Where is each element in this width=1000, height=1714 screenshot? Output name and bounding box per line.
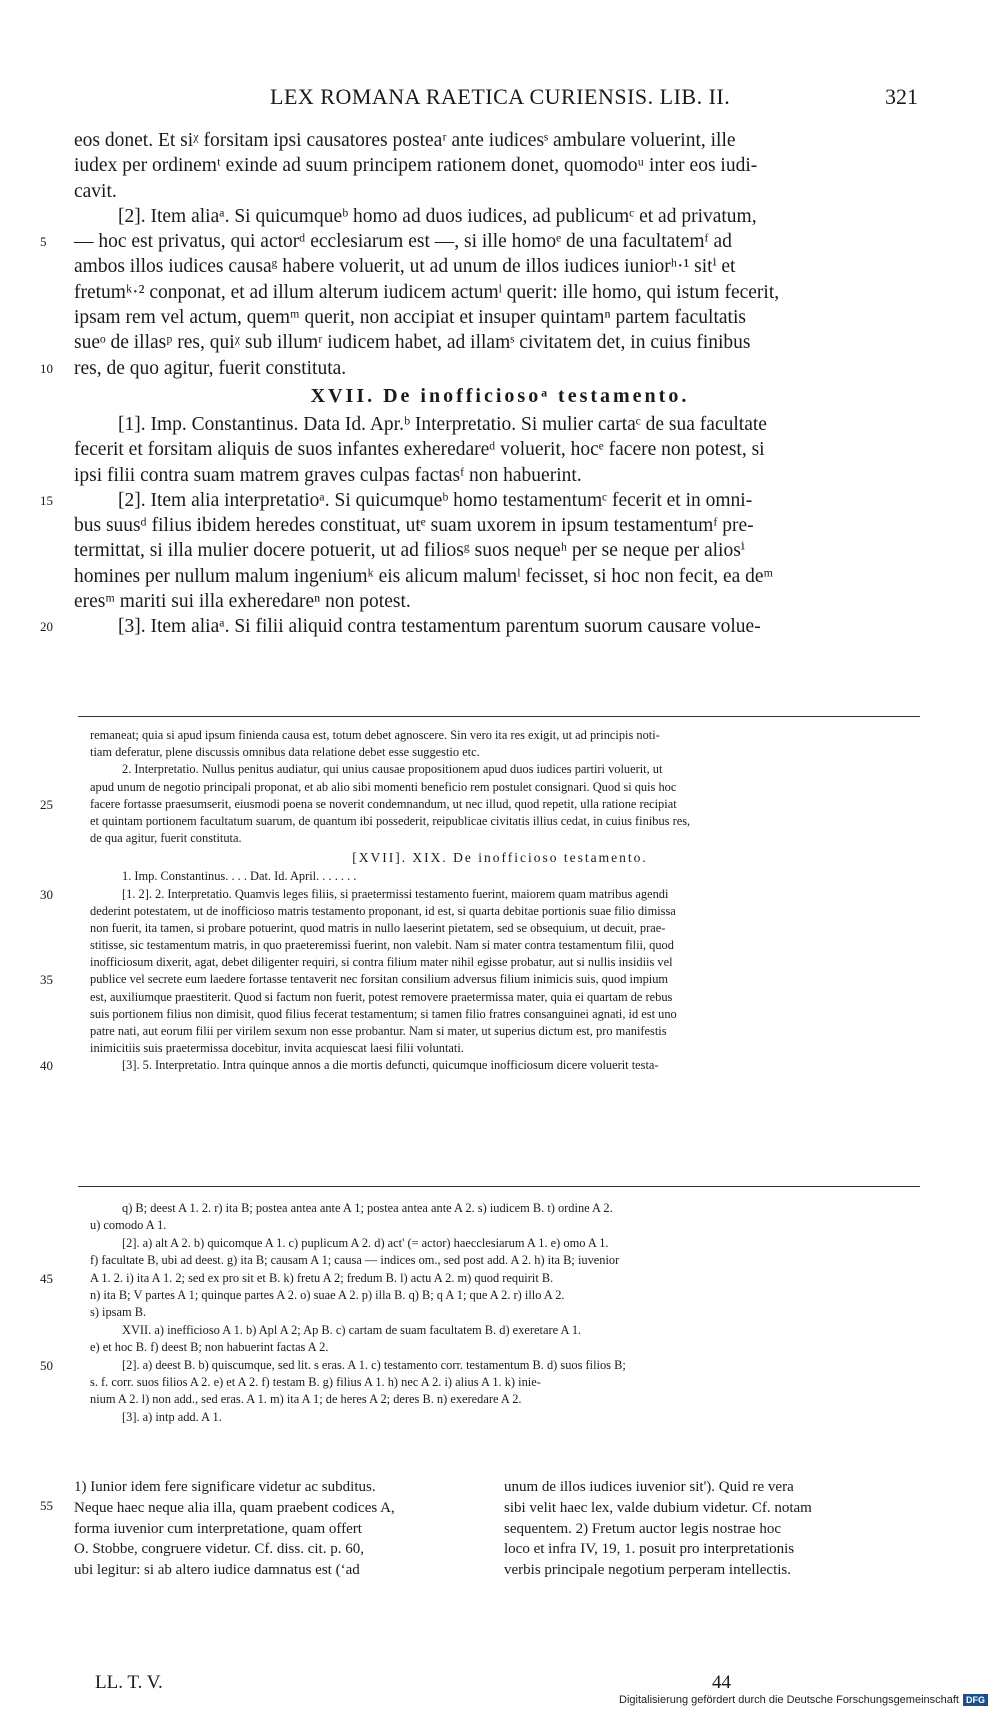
line-text: suis portionem filius non dimisit, quod filius fecerat testamentum; si tamen filio fratres consanguinei agnati, id est uno	[90, 1006, 677, 1021]
apparatus-block	[0, 1200, 1000, 1426]
text-line	[0, 153, 1000, 178]
text-line	[0, 1252, 1000, 1269]
text-line	[0, 229, 1000, 254]
text-line	[0, 179, 1000, 204]
text-line	[0, 1374, 1000, 1391]
text-line	[0, 903, 1000, 920]
footnote-line: unum de illos iudices iuvenior sit'). Quid re vera	[504, 1479, 794, 1495]
line-text: apud unum de negotio principali proponat, et ab alio sibi momenti beneficio rem postulet consignari. Quod si quis hoc	[90, 779, 677, 794]
line-number: 25	[40, 796, 53, 812]
sheet-number: 44	[712, 1672, 731, 1693]
page-number: 321	[885, 84, 918, 109]
footnote-line: forma iuvenior cum interpretatione, quam offert	[74, 1520, 362, 1537]
line-text: sueᵒ de illasᵖ res, quiᵡ sub illumʳ iudicem habet, ad illamˢ civitatem det, in cuius finibus	[74, 332, 751, 354]
text-line	[0, 1006, 1000, 1023]
line-text: patre nati, aut eorum filii per virilem sexum non esse probantur. Nam si mater, ut superius dictum est, pro manifestis	[90, 1024, 667, 1038]
line-text: f) facultate B, ubi ad deest. g) ita B; causam A 1; causa — indices om., sed post add. A 2. h) ita B; iuvenior	[90, 1253, 620, 1268]
line-text: bus suusᵈ filius ibidem heredes constituat, utᵉ suam uxorem in ipsum testamentumᶠ pre-	[74, 515, 754, 537]
text-line	[0, 779, 1000, 796]
line-text: ambos illos iudices causaᵍ habere voluerit, ut ad unum de illos iudices iuniorʰ·¹ sitⁱ et	[74, 256, 736, 278]
line-text: eos donet. Et siᵡ forsitam ipsi causatores posteaʳ ante iudicesˢ ambulare voluerint, ille	[74, 130, 736, 151]
line-text: facere fortasse praesumserit, eiusmodi poena se noverit condemnandum, ut nec illud, quod repetit, ulla ratione recipiat	[90, 796, 677, 811]
text-line	[0, 868, 1000, 885]
digitization-footer	[619, 1690, 988, 1710]
line-text: nium A 2. l) non add., sed eras. A 1. m) ita A 1; de heres A 2; deres B. n) exeredare A 2.	[90, 1392, 522, 1407]
line-text: n) ita B; V partes A 1; quinque partes A 2. o) suae A 2. p) illa B. q) B; q A 1; que A 2. r) illo A 2.	[90, 1287, 565, 1302]
critical-apparatus	[0, 1200, 1000, 1426]
text-line	[0, 1235, 1000, 1252]
line-text: [2]. a) alt A 2. b) quicomque A 1. c) puplicum A 2. d) act' (= actor) haecclesiarum A 1. e) omo A 1.	[122, 1235, 609, 1250]
running-title: LEX ROMANA RAETICA CURIENSIS. LIB. II.	[270, 84, 731, 109]
line-text: cavit.	[74, 180, 117, 202]
text-line	[0, 796, 1000, 813]
text-line	[0, 744, 1000, 761]
line-text: publice vel secrete eum laedere fortasse tentaverit nec forsitan consilium adversus filium inimicis suis, quod impium	[90, 972, 669, 987]
line-text: e) et hoc B. f) deest B; non habuerint factas A 2.	[90, 1340, 329, 1355]
line-text: fretumᵏ·² conponat, et ad illum alterum iudicem actumˡ querit: ille homo, qui istum fecerit,	[74, 281, 780, 303]
line-text: de qua agitur, fuerit constituta.	[90, 831, 242, 846]
text-line	[0, 886, 1000, 903]
line-text: 1. Imp. Constantinus. . . . Dat. Id. April. . . . . . .	[122, 869, 357, 884]
line-number: 40	[40, 1058, 53, 1074]
line-text: u) comodo A 1.	[90, 1218, 167, 1233]
line-number: 5	[40, 234, 47, 250]
footnotes	[0, 1477, 1000, 1637]
text-line	[0, 1339, 1000, 1356]
text-line	[0, 971, 1000, 988]
line-text: [3]. a) intp add. A 1.	[122, 1409, 222, 1424]
text-line	[0, 280, 1000, 305]
footnote-line: ubi legitur: si ab altero iudice damnatus est (‘ad	[74, 1562, 360, 1579]
line-text: res, de quo agitur, fuerit constituta.	[74, 357, 347, 379]
footnotes-left-column	[40, 1477, 494, 1581]
text-line	[0, 589, 1000, 614]
text-line	[0, 920, 1000, 937]
interpretatio-heading: [XVII]. XIX. De inofficioso testamento.	[352, 850, 648, 866]
line-text: [2]. Item alia interpretatioᵃ. Si quicumqueᵇ homo testamentumᶜ fecerit et in omni-	[118, 489, 753, 511]
line-number: 20	[40, 619, 53, 635]
line-number: 35	[40, 972, 53, 988]
footnotes-right-column	[504, 1477, 924, 1581]
text-line	[0, 128, 1000, 153]
text-line	[0, 1023, 1000, 1040]
line-number: 55	[40, 1498, 53, 1513]
footnote-line: loco et infra IV, 19, 1. posuit pro interpretationis	[504, 1541, 795, 1558]
text-line	[0, 1270, 1000, 1287]
line-text: dederint potestatem, ut de inofficioso matris testamento proponant, id est, si quarta debitae portionis suae filio dimissa	[90, 903, 676, 918]
line-text: homines per nullum malum ingeniumᵏ eis alicum malumˡ fecisset, si hoc non fecit, ea deᵐ	[74, 565, 774, 587]
text-line	[0, 564, 1000, 589]
text-line	[0, 1322, 1000, 1339]
text-line	[0, 954, 1000, 971]
line-text: XVII. a) inefficioso A 1. b) Apl A 2; Ap B. c) cartam de suam facultatem B. d) exeretare A 1.	[122, 1322, 582, 1337]
line-text: s. f. corr. suos filios A 2. e) et A 2. f) testam B. g) filius A 1. h) nec A 2. i) alius A 1. k) inie-	[90, 1374, 541, 1389]
text-line	[0, 1304, 1000, 1321]
line-text: fecerit et forsitam aliquis de suos infantes exheredareᵈ voluerit, hocᵉ facere non potest, si	[74, 439, 765, 461]
text-line	[0, 937, 1000, 954]
footnote-line: verbis principale negotium perperam intellectis.	[504, 1562, 791, 1579]
line-text: — hoc est privatus, qui actorᵈ ecclesiarum est —, si ille homoᵉ de una facultatemᶠ ad	[74, 231, 732, 253]
line-number: 50	[40, 1357, 53, 1373]
text-line	[0, 1040, 1000, 1057]
line-text: et quintam portionem facultatum suarum, de quantum ibi possederit, reipublicae civitatis illius cedat, in cuius finibus res,	[90, 813, 691, 828]
text-line	[0, 204, 1000, 229]
line-text: stitisse, sic testamentum matris, in quo praeteremissi fuerint, non valebit. Nam si mater contra testamentum filii, quod	[90, 938, 674, 953]
footnote-line: Neque haec neque alia illa, quam praebent codices A,	[74, 1499, 395, 1516]
text-line	[0, 727, 1000, 744]
line-number: 15	[40, 492, 53, 508]
line-number: 45	[40, 1270, 53, 1286]
line-text: s) ipsam B.	[90, 1305, 147, 1320]
line-number: 10	[40, 360, 53, 376]
page-header	[0, 84, 1000, 114]
footnote-line: sibi velit haec lex, valde dubium videtur. Cf. notam	[504, 1499, 812, 1516]
interpretatio-block	[0, 727, 1000, 847]
text-line	[0, 1357, 1000, 1374]
footnote-line: sequentem. 2) Fretum auctor legis nostrae hoc	[504, 1520, 782, 1537]
text-line	[0, 1200, 1000, 1217]
text-line	[0, 614, 1000, 639]
line-text: 2. Interpretatio. Nullus penitus audiatur, qui unius causae propositionem apud duos iudices partiri voluerit, ut	[122, 762, 663, 777]
line-text: eresᵐ mariti sui illa exheredareⁿ non potest.	[74, 591, 411, 613]
main-text	[0, 128, 1000, 640]
text-line	[0, 412, 1000, 437]
text-line	[0, 330, 1000, 355]
text-line	[0, 463, 1000, 488]
line-text: ipsam rem vel actum, quemᵐ querit, non accipiat et insuper quintamⁿ partem facultatis	[74, 307, 746, 329]
text-line	[0, 761, 1000, 778]
text-line	[0, 305, 1000, 330]
text-line	[0, 1409, 1000, 1426]
line-text: inofficiosum dixerit, agat, debet diligenter requiri, si contra filium mater nihil egisse probatur, aut si nullis insidiis vel	[90, 955, 673, 970]
text-line	[0, 513, 1000, 538]
section-heading: XVII. De inofficiosoᵃ testamento.	[310, 384, 690, 407]
divider-rule	[78, 1186, 920, 1187]
line-text: A 1. 2. i) ita A 1. 2; sed ex pro sit et B. k) fretu A 2; fredum B. l) actu A 2. m) quod requirit B.	[90, 1270, 554, 1285]
line-text: q) B; deest A 1. 2. r) ita B; postea antea ante A 1; postea antea ante A 2. s) iudicem B. t) ordine A 2.	[122, 1201, 613, 1215]
text-line	[0, 437, 1000, 462]
text-line	[0, 813, 1000, 830]
text-line	[0, 1391, 1000, 1408]
line-text: [3]. 5. Interpretatio. Intra quinque annos a die mortis defuncti, quicumque inofficiosum dicere voluerit testa-	[122, 1058, 659, 1073]
text-line	[0, 830, 1000, 847]
line-text: [3]. Item aliaᵃ. Si filii aliquid contra testamentum parentum suorum causare volue-	[118, 616, 761, 638]
line-text: tiam deferatur, plene discussis omnibus data relatione debet esse suggestio etc.	[90, 745, 480, 760]
divider-rule	[78, 716, 920, 717]
line-text: [2]. a) deest B. b) quiscumque, sed lit. s eras. A 1. c) testamento corr. testamentum B. d) suos filios B;	[122, 1357, 626, 1372]
line-text: [1. 2]. 2. Interpretatio. Quamvis leges filiis, si praetermissi testamento fuerint, maiorem quam matribus agendi	[122, 886, 669, 901]
line-text: non fuerit, ita tamen, si probare potuerint, quod matris in nullo laeserint pietatem, sed se obsequium, ut decuit, prae-	[90, 920, 666, 935]
interpretatio-text	[0, 727, 1000, 1075]
text-line	[0, 488, 1000, 513]
footnote-line: O. Stobbe, congruere videtur. Cf. diss. cit. p. 60,	[74, 1541, 364, 1558]
line-number: 30	[40, 886, 53, 902]
text-line	[0, 1217, 1000, 1234]
text-line	[0, 254, 1000, 279]
main-text-block	[0, 128, 1000, 381]
line-text: termittat, si illa mulier docere potuerit, ut ad filiosᵍ suos nequeʰ per se neque per aliosⁱ	[74, 540, 745, 562]
line-text: inimicitiis suis praetermissa docebitur, invita acquiescat laesi filii voluntati.	[90, 1041, 464, 1056]
line-text: est, auxiliumque praestiterit. Quod si factum non fuerit, potest removere praetermissa mater, quia ei quartam de rebus	[90, 989, 673, 1004]
line-text: [1]. Imp. Constantinus. Data Id. Apr.ᵇ Interpretatio. Si mulier cartaᶜ de sua facultate	[118, 413, 767, 435]
text-line	[0, 1287, 1000, 1304]
line-text: iudex per ordinemᵗ exinde ad suum principem rationem donet, quomodoᵘ inter eos iudi-	[74, 155, 758, 177]
interpretatio-block	[0, 868, 1000, 1074]
text-line	[0, 1057, 1000, 1074]
signature-mark: LL. T. V.	[95, 1672, 163, 1693]
footer-text: Digitalisierung gefördert durch die Deutsche Forschungsgemeinschaft	[619, 1694, 959, 1706]
line-text: remaneat; quia si apud ipsum finienda causa est, totum debet agnoscere. Sin vero ita res exigit, ut ad principis noti-	[90, 728, 660, 742]
text-line	[0, 356, 1000, 381]
dfg-logo: DFG	[963, 1694, 988, 1706]
text-line	[0, 538, 1000, 563]
line-text: ipsi filii contra suam matrem graves culpas factasᶠ non habuerint.	[74, 464, 582, 486]
line-text: [2]. Item aliaᵃ. Si quicumqueᵇ homo ad duos iudices, ad publicumᶜ et ad privatum,	[118, 205, 757, 227]
main-text-block	[0, 412, 1000, 640]
text-line	[0, 989, 1000, 1006]
footnote-line: 1) Iunior idem fere significare videtur ac subditus.	[74, 1479, 376, 1495]
